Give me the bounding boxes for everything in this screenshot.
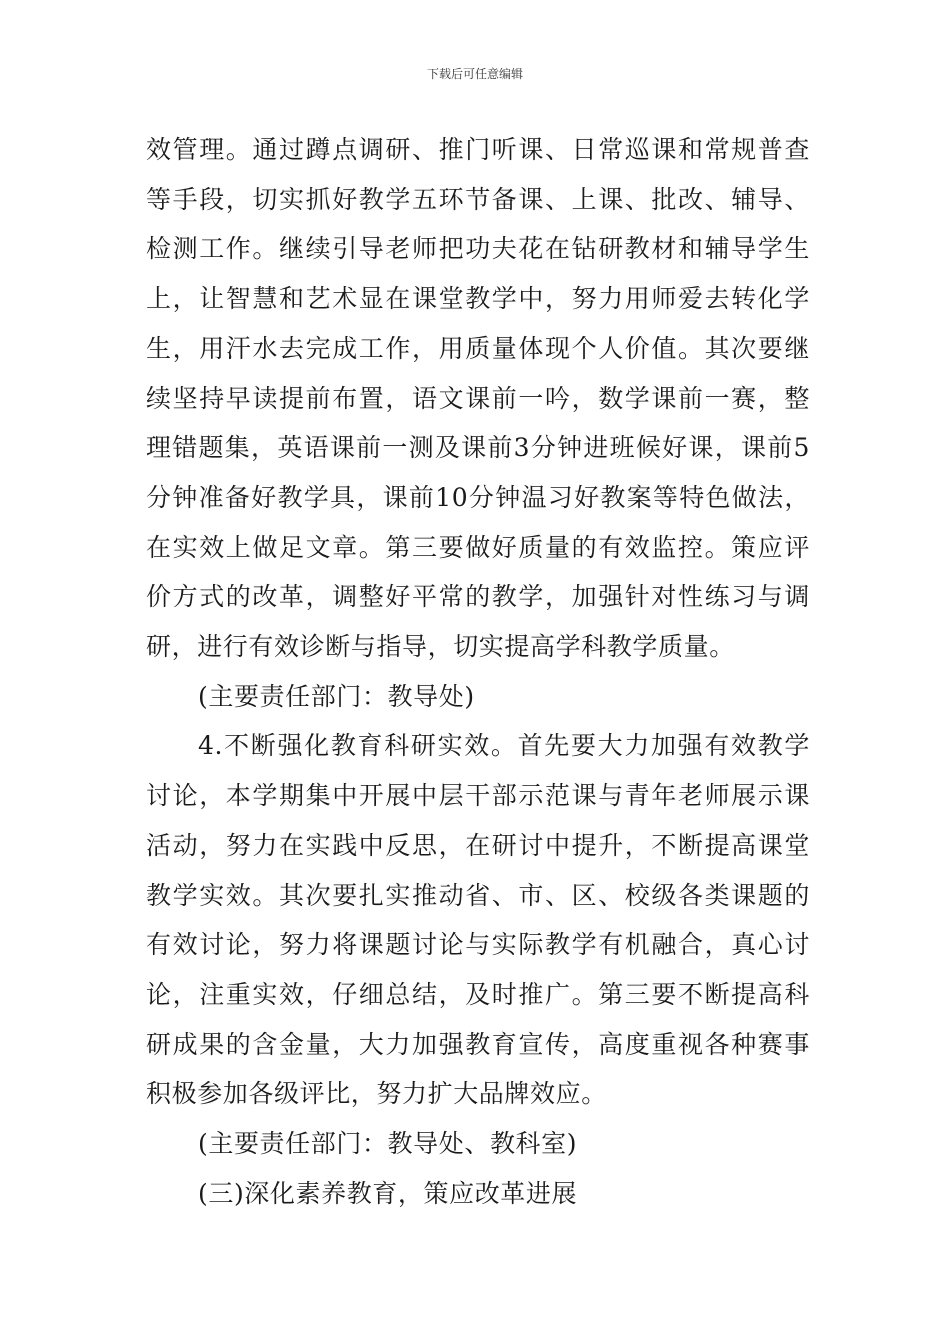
document-body [146, 125, 810, 1218]
paragraph-responsible-dept-1: (主要责任部门：教导处) [198, 681, 475, 711]
paragraph-management-measures: 效管理。通过蹲点调研、推门听课、日常巡课和常规普查等手段，切实抓好教学五环节备课、上课、批改、辅导、检测工作。继续引导老师把功夫花在钻研教材和辅导学生上，让智慧和艺术显在课堂教学中，努力用师爱去转化学生，用汗水去完成工作，用质量体现个人价值。其次要继续坚持早读提前布置，语文课前一吟，数学课前一赛，整理错题集，英语课前一测及课前3分钟进班候好课，课前5分钟准备好教学具，课前10分钟温习好教案等特色做法，在实效上做足文章。第三要做好质量的有效监控。策应评价方式的改革，调整好平常的教学，加强针对性练习与调研，进行有效诊断与指导，切实提高学科教学质量。 [146, 135, 810, 662]
page-header-note: 下载后可任意编辑 [426, 67, 523, 81]
section-heading-quality-education: (三)深化素养教育，策应改革进展 [198, 1178, 578, 1208]
paragraph-research-effectiveness: 4.不断强化教育科研实效。首先要大力加强有效教学讨论，本学期集中开展中层干部示范课与青年老师展示课活动，努力在实践中反思，在研讨中提升，不断提高课堂教学实效。其次要扎实推动省、市、区、校级各类课题的有效讨论，努力将课题讨论与实际教学有机融合，真心讨论，注重实效，仔细总结，及时推广。第三要不断提高科研成果的含金量，大力加强教育宣传，高度重视各种赛事积极参加各级评比，努力扩大品牌效应。 [146, 731, 810, 1109]
paragraph-responsible-dept-2: (主要责任部门：教导处、教科室) [198, 1129, 578, 1159]
